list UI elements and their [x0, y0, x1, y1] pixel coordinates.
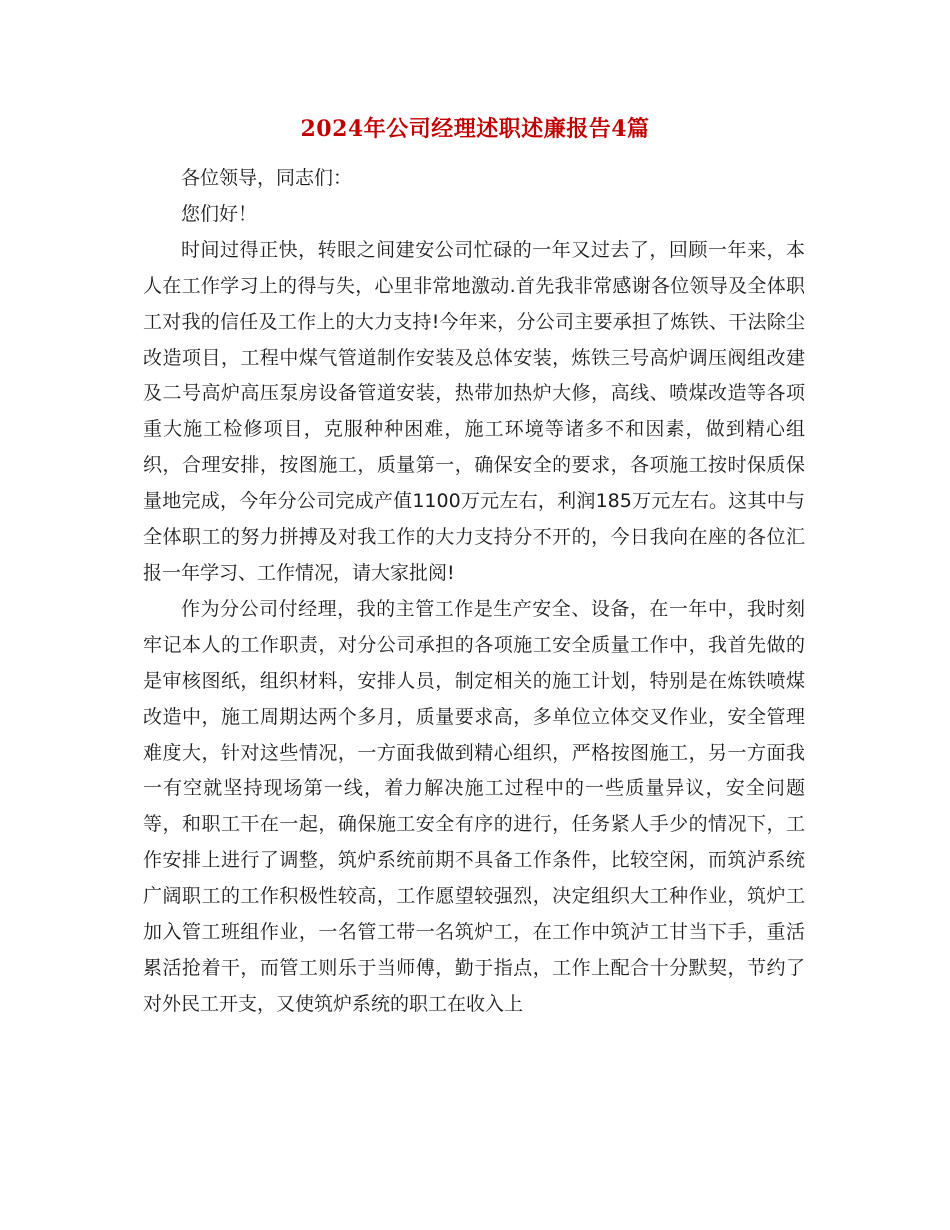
document-title: 2024年公司经理述职述廉报告4篇 [300, 116, 650, 142]
paragraph: 时间过得正快，转眼之间建安公司忙碌的一年又过去了，回顾一年来，本人在工作学习上的得与失，心里非常地激动.首先我非常感谢各位领导及全体职工对我的信任及工作上的大力支持!今年来，分公司主要承担了炼铁、干法除尘改造项目，工程中煤气管道制作安装及总体安装，炼铁三号高炉调压阀组改建及二号高炉高压泵房设备管道安装，热带加热炉大修，高线、喷煤改造等各项重大施工检修项目，克服种种困难，施工环境等诸多不和因素，做到精心组织，合理安排，按图施工，质量第一，确保安全的要求，各项施工按时保质保量地完成，今年分公司完成产值1100万元左右，利润185万元左右。这其中与全体职工的努力拼搏及对我工作的大力支持分不开的，今日我向在座的各位汇报一年学习、工作情况，请大家批阅! [143, 238, 805, 584]
salutation: 各位领导，同志们： [181, 167, 353, 189]
document-body [143, 161, 805, 1023]
greeting: 您们好！ [181, 202, 258, 225]
paragraph: 作为分公司付经理，我的主管工作是生产安全、设备，在一年中，我时刻牢记本人的工作职责，对分公司承担的各项施工安全质量工作中，我首先做的是审核图纸，组织材料，安排人员，制定相关的施工计划，特别是在炼铁喷煤改造中，施工周期达两个多月，质量要求高，多单位立体交叉作业，安全管理难度大，针对这些情况，一方面我做到精心组织，严格按图施工，另一方面我一有空就坚持现场第一线，着力解决施工过程中的一些质量异议，安全问题等，和职工干在一起，确保施工安全有序的进行，任务紧人手少的情况下，工作安排上进行了调整，筑炉系统前期不具备工作条件，比较空闲，而筑泸系统广阔职工的工作积极性较高，工作愿望较强烈，决定组织大工种作业，筑炉工加入管工班组作业，一名管工带一名筑炉工，在工作中筑泸工甘当下手，重活累活抢着干，而管工则乐于当师傅，勤于指点，工作上配合十分默契，节约了对外民工开支，又使筑炉系统的职工在收入上 [143, 597, 805, 1015]
